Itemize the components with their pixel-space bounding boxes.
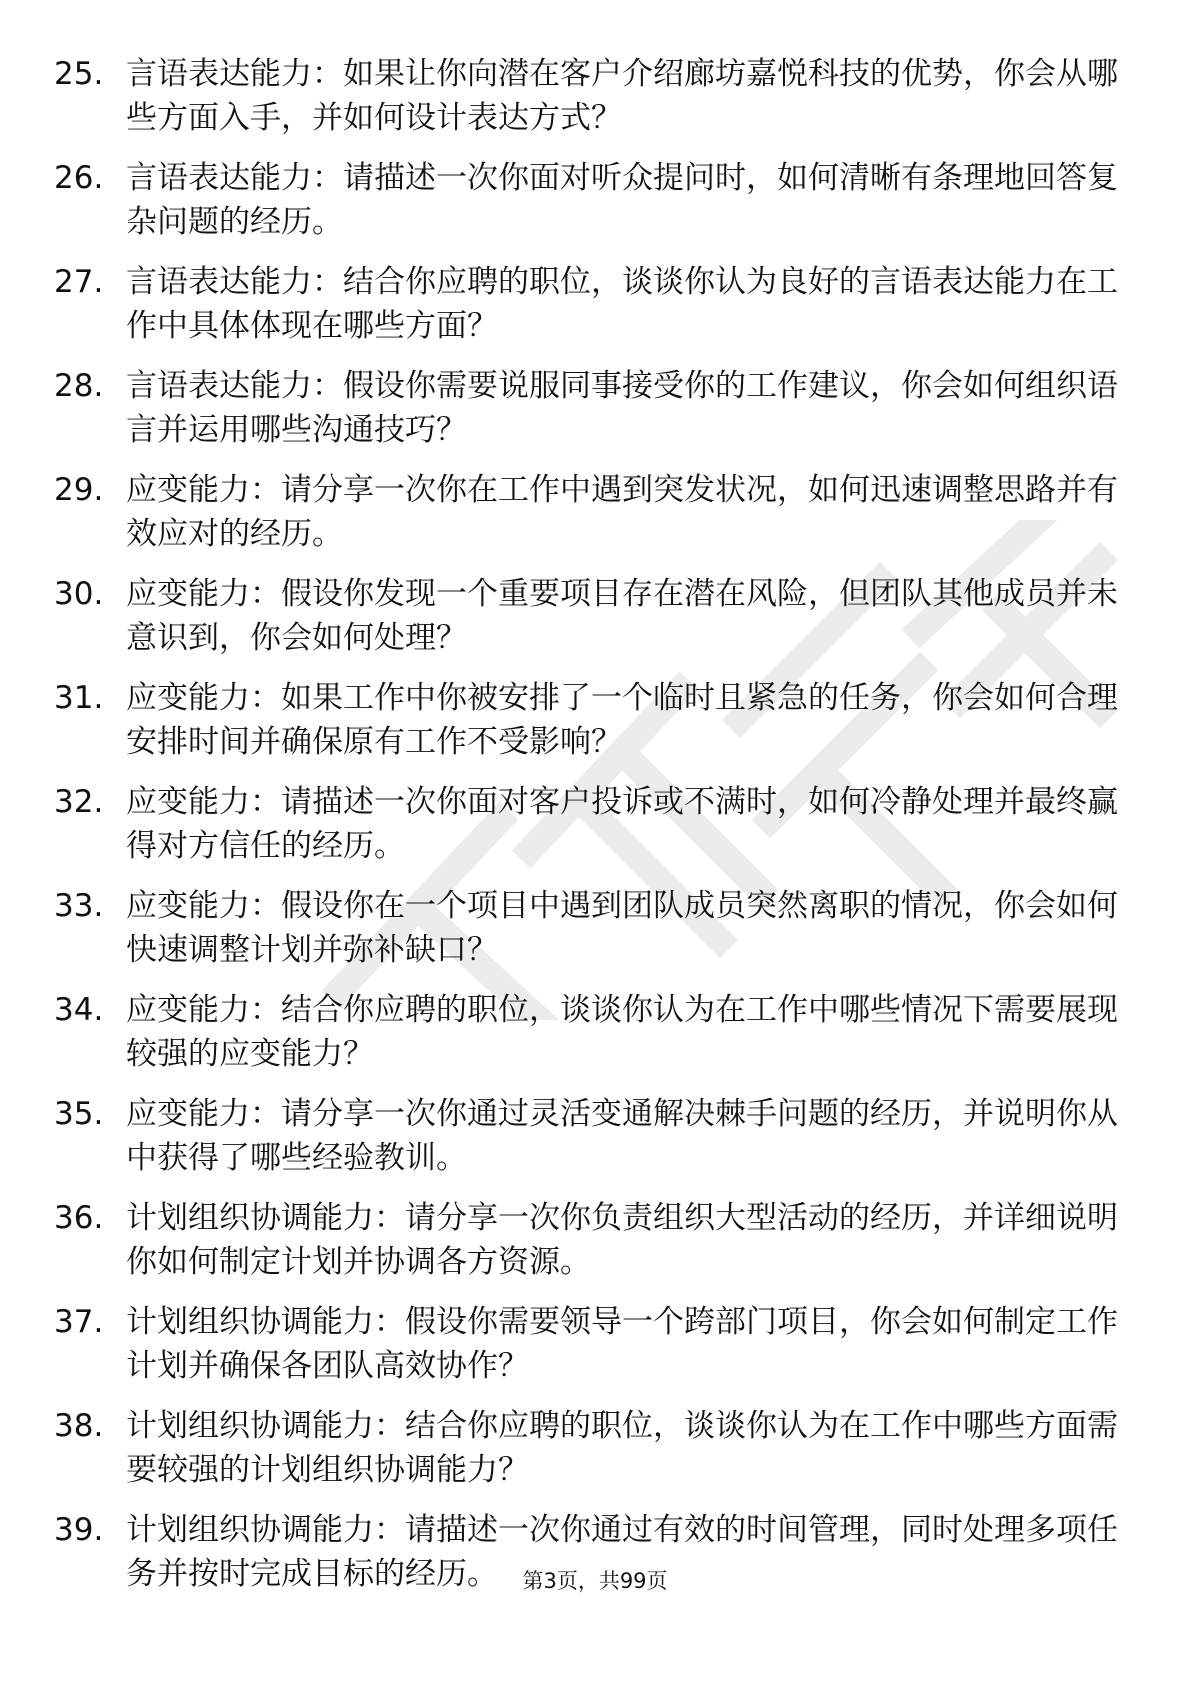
question-number: 32. (54, 784, 104, 820)
question-number: 29. (54, 472, 104, 508)
question-text: 应变能力：假设你在一个项目中遇到团队成员突然离职的情况，你会如何快速调整计划并弥补缺口？ (126, 888, 1118, 968)
question-text: 言语表达能力：如果让你向潜在客户介绍廊坊嘉悦科技的优势，你会从哪些方面入手，并如何设计表达方式？ (126, 56, 1118, 136)
list-item (54, 1508, 1134, 1612)
page-footer: 第3页，共99页 (522, 1569, 668, 1593)
question-text: 应变能力：假设你发现一个重要项目存在潜在风险，但团队其他成员并未意识到，你会如何处理？ (126, 576, 1118, 656)
question-text: 计划组织协调能力：假设你需要领导一个跨部门项目，你会如何制定工作计划并确保各团队高效协作？ (126, 1304, 1118, 1384)
list-item (54, 52, 1134, 156)
question-text: 应变能力：请描述一次你面对客户投诉或不满时，如何冷静处理并最终赢得对方信任的经历。 (126, 784, 1118, 864)
question-text: 计划组织协调能力：结合你应聘的职位，谈谈你认为在工作中哪些方面需要较强的计划组织协调能力？ (126, 1408, 1118, 1488)
list-item (54, 468, 1134, 572)
question-number: 35. (54, 1096, 104, 1132)
question-text: 计划组织协调能力：请描述一次你通过有效的时间管理，同时处理多项任务并按时完成目标的经历。 (126, 1512, 1118, 1592)
list-item (54, 676, 1134, 780)
list-item (54, 1300, 1134, 1404)
question-text: 计划组织协调能力：请分享一次你负责组织大型活动的经历，并详细说明你如何制定计划并协调各方资源。 (126, 1200, 1118, 1280)
list-item (54, 156, 1134, 260)
question-number: 30. (54, 576, 104, 612)
list-item (54, 884, 1134, 988)
question-number: 25. (54, 56, 104, 92)
list-item (54, 780, 1134, 884)
question-text: 言语表达能力：请描述一次你面对听众提问时，如何清晰有条理地回答复杂问题的经历。 (126, 160, 1118, 240)
list-item (54, 988, 1134, 1092)
question-number: 28. (54, 368, 104, 404)
list-item (54, 260, 1134, 364)
list-item (54, 1196, 1134, 1300)
list-item (54, 1404, 1134, 1508)
question-number: 26. (54, 160, 104, 196)
question-text: 应变能力：请分享一次你通过灵活变通解决棘手问题的经历，并说明你从中获得了哪些经验教训。 (126, 1096, 1118, 1176)
question-number: 31. (54, 680, 104, 716)
list-item (54, 1092, 1134, 1196)
question-text: 应变能力：结合你应聘的职位，谈谈你认为在工作中哪些情况下需要展现较强的应变能力？ (126, 992, 1118, 1072)
list-item (54, 572, 1134, 676)
question-number: 37. (54, 1304, 104, 1340)
question-text: 应变能力：请分享一次你在工作中遇到突发状况，如何迅速调整思路并有效应对的经历。 (126, 472, 1118, 552)
question-text: 言语表达能力：假设你需要说服同事接受你的工作建议，你会如何组织语言并运用哪些沟通技巧？ (126, 368, 1118, 448)
question-number: 38. (54, 1408, 104, 1444)
list-item (54, 364, 1134, 468)
question-list (54, 52, 1134, 1612)
question-text: 言语表达能力：结合你应聘的职位，谈谈你认为良好的言语表达能力在工作中具体体现在哪些方面？ (126, 264, 1118, 344)
question-number: 34. (54, 992, 104, 1028)
question-text: 应变能力：如果工作中你被安排了一个临时且紧急的任务，你会如何合理安排时间并确保原有工作不受影响？ (126, 680, 1118, 760)
question-number: 27. (54, 264, 104, 300)
question-number: 33. (54, 888, 104, 924)
question-number: 36. (54, 1200, 104, 1236)
question-number: 39. (54, 1512, 104, 1548)
